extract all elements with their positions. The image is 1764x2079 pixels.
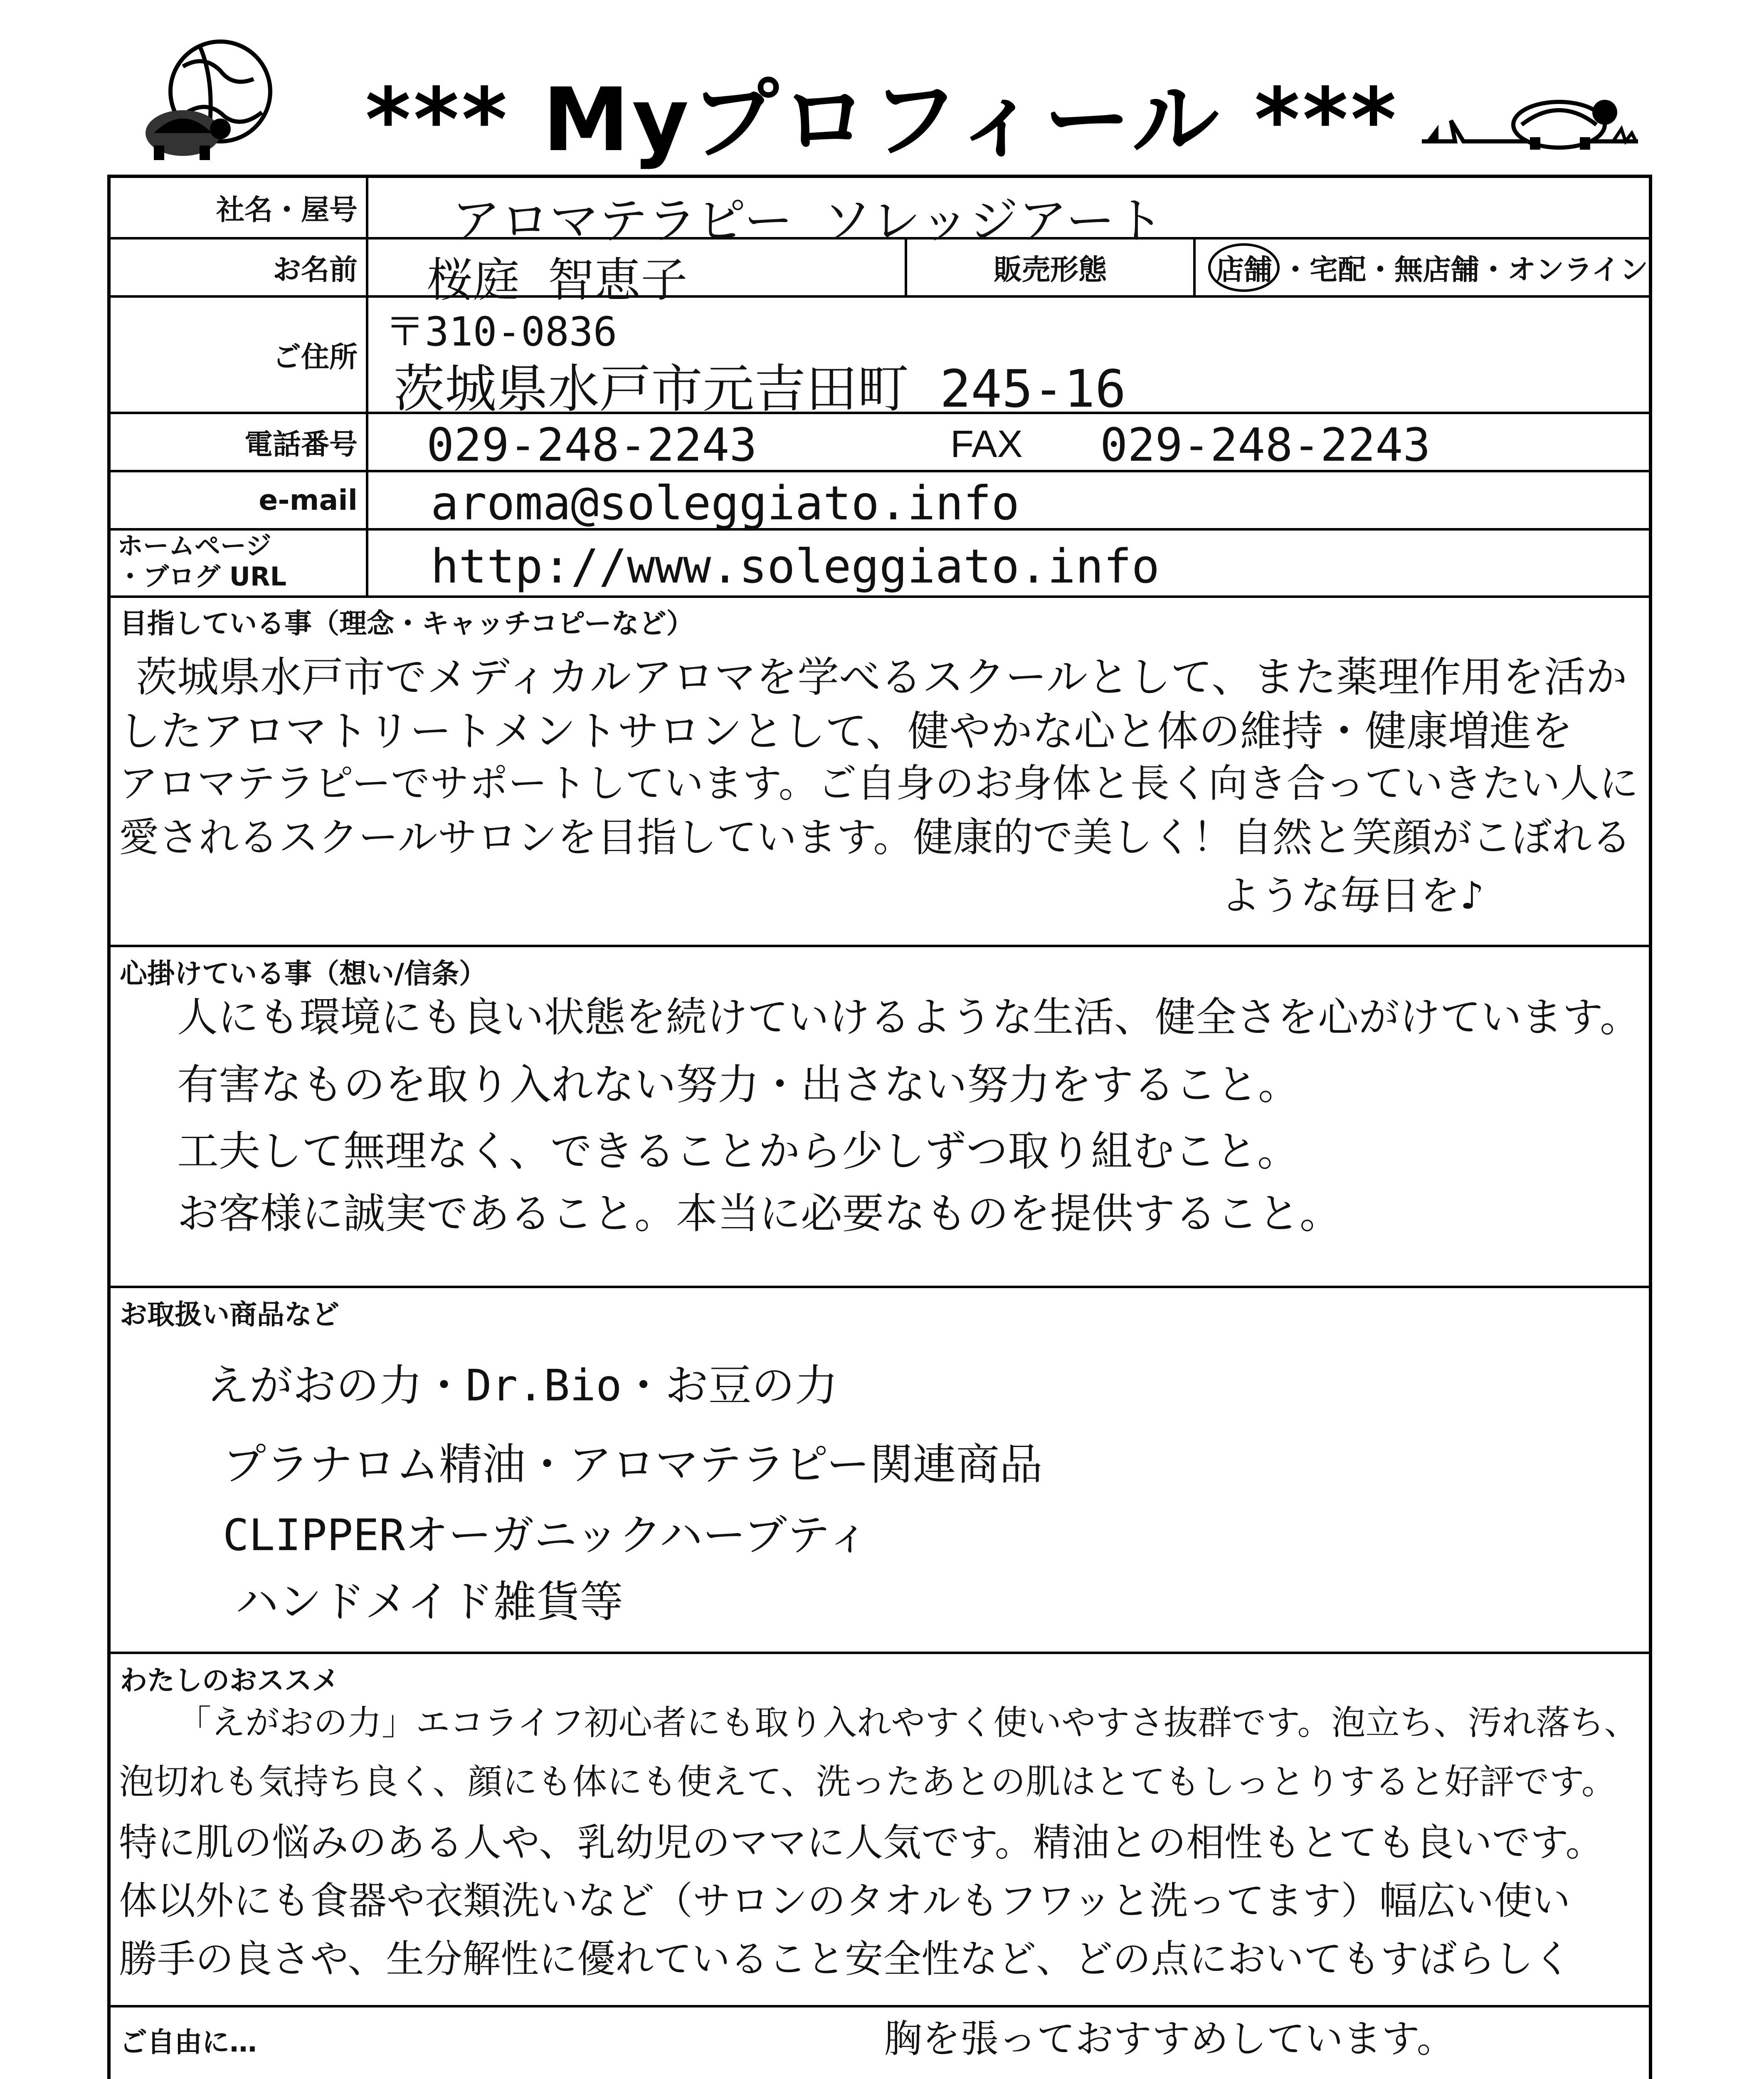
name-label: お名前 [111, 240, 368, 295]
goal-line: 茨城県水戸市でメディカルアロマを学べるスクールとして、また薬理作用を活か [136, 653, 1627, 701]
address-label: ご住所 [111, 298, 368, 412]
email-value[interactable]: aroma@soleggiato.info [431, 477, 1020, 531]
name-row [111, 240, 1649, 307]
address-row [111, 298, 1649, 419]
name-value[interactable]: 桜庭 智恵子 [427, 253, 688, 307]
recommend-line: 特に肌の悩みのある人や、乳幼児のママに人気です。精油との相性もとても良いです。 [119, 1820, 1604, 1865]
fax-label: FAX [950, 423, 1023, 465]
mindset-line: 工夫して無理なく、できることから少しずつ取り組むこと。 [177, 1127, 1299, 1175]
products-line: CLIPPERオーガニックハーブティ [223, 1510, 870, 1560]
phone-value[interactable]: 029-248-2243 [427, 418, 757, 472]
email-label: e-mail [111, 472, 368, 528]
sales-option-store[interactable]: 店舗 [1208, 243, 1280, 292]
sales-option-others[interactable]: ・宅配・無店舗・オンライン [1281, 253, 1648, 286]
mindset-line: 人にも環境にも良い状態を続けていけるような生活、健全さを心がけています。 [177, 994, 1641, 1041]
goal-line: アロマテラピーでサポートしています。ご自身のお身体と長く向き合っていきたい人に [119, 761, 1638, 806]
url-value[interactable]: http://www.soleggiato.info [431, 540, 1160, 594]
recommend-title: わたしのおススメ [120, 1664, 339, 1696]
url-row [111, 531, 1649, 598]
phone-row [111, 414, 1649, 472]
mindset-line: 有害なものを取り入れない努力・出さない努力をすること。 [177, 1060, 1300, 1109]
goal-section [111, 598, 1649, 947]
fax-value[interactable]: 029-248-2243 [1100, 418, 1431, 472]
email-row [111, 472, 1649, 531]
recommend-section [111, 1654, 1649, 2007]
free-section [111, 2007, 1649, 2079]
page-title: *** Myプロフィール *** [365, 69, 1399, 171]
products-line: ハンドメイド雑貨等 [235, 1576, 623, 1627]
company-value[interactable]: アロマテラピー ソレッジアート [451, 192, 1164, 249]
turtle-icon [1422, 71, 1638, 162]
postal-code[interactable]: 〒310-0836 [385, 309, 617, 355]
recommend-line: 「えがおの力」エコライフ初心者にも取り入れやすく使いやすさ抜群です。泡立ち、汚れ落ち、 [177, 1703, 1638, 1743]
sales-type-options[interactable] [1208, 240, 1648, 295]
products-title: お取扱い商品など [120, 1299, 339, 1331]
mindset-title: 心掛けている事（想い/信条） [120, 958, 487, 990]
products-line: えがおの力・Dr.Bio・お豆の力 [206, 1360, 838, 1411]
phone-label: 電話番号 [111, 414, 368, 470]
sales-type-label: 販売形態 [905, 240, 1196, 295]
recommend-line: 泡切れも気持ち良く、顔にも体にも使えて、洗ったあとの肌はとてもしっとりすると好評です。 [119, 1761, 1616, 1802]
goal-line: したアロマトリートメントサロンとして、健やかな心と体の維持・健康増進を [119, 707, 1573, 756]
mindset-line: お客様に誠実であること。本当に必要なものを提供すること。 [177, 1189, 1341, 1238]
goal-line: ような毎日を♪ [1221, 872, 1484, 919]
products-section [111, 1288, 1649, 1654]
url-label [111, 531, 368, 595]
products-line: プラナロム精油・アロマテラピー関連商品 [223, 1439, 1043, 1490]
recommend-line: 勝手の良さや、生分解性に優れていること安全性など、どの点においてもすばらしく [119, 1937, 1572, 1981]
recommend-line-last: 胸を張っておすすめしています。 [884, 2017, 1455, 2061]
goal-line: 愛されるスクールサロンを目指しています。健康的で美しく！自然と笑顔がこぼれる [119, 814, 1632, 861]
goal-title: 目指している事（理念・キャッチコピーなど） [120, 607, 694, 640]
url-label-line1: ホームページ [117, 531, 271, 561]
recommend-line: 体以外にも食器や衣類洗いなど（サロンのタオルもフワッと洗ってます）幅広い使い [119, 1879, 1571, 1923]
url-label-line2: ・ブログ URL [117, 561, 287, 592]
company-label: 社名・屋号 [111, 178, 368, 237]
mindset-section [111, 947, 1649, 1288]
address-value[interactable]: 茨城県水戸市元吉田町 245-16 [393, 359, 1126, 419]
company-row [111, 178, 1649, 249]
free-title: ご自由に… [120, 2026, 257, 2058]
profile-form [107, 175, 1652, 2079]
